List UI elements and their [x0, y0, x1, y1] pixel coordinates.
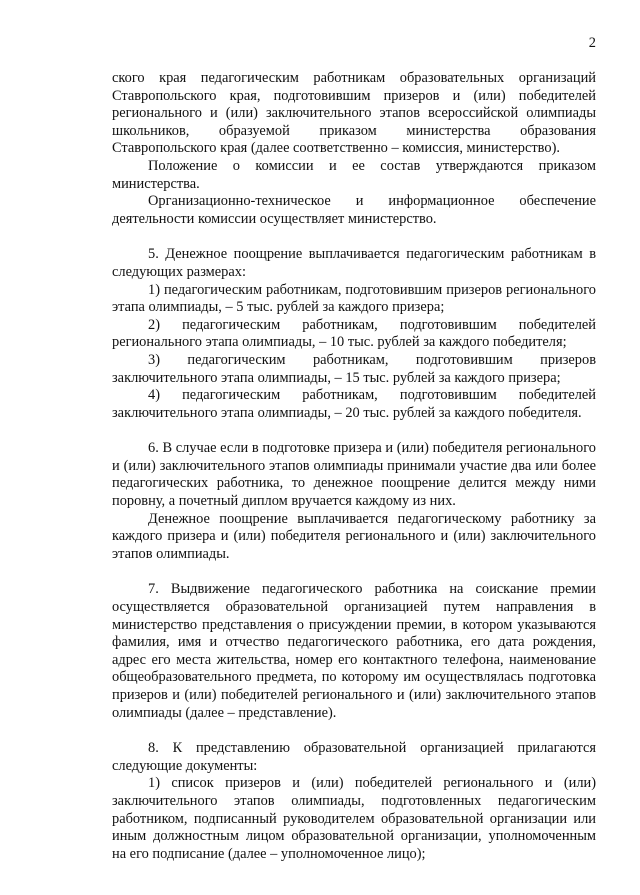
paragraph-commission-statute: Положение о комиссии и ее состав утверждаются приказом министерства. [112, 157, 596, 192]
paragraph-item-6-payment: Денежное поощрение выплачивается педагогическому работнику за каждого призера и (или) победителя регионального и (или) заключительного этапов олимпиады. [112, 510, 596, 562]
paragraph-item-5-1: 1) педагогическим работникам, подготовившим призеров регионального этапа олимпиады, – 5 тыс. рублей за каждого призера; [112, 281, 596, 316]
page-number: 2 [588, 35, 596, 51]
paragraph-item-5-2: 2) педагогическим работникам, подготовившим победителей регионального этапа олимпиады, – 10 тыс. рублей за каждого победителя; [112, 316, 596, 351]
paragraph-item-5-3: 3) педагогическим работникам, подготовившим призеров заключительного этапа олимпиады, – 15 тыс. рублей за каждого призера; [112, 351, 596, 386]
paragraph-item-8-1: 1) список призеров и (или) победителей регионального и (или) заключительного этапов олимпиады, подготовленных педагогическим работником, подписанный руководителем образовательной организации или иным должностным лицом образовательной организации, уполномоченным на его подписание (далее – уполномоченное лицо); [112, 775, 596, 862]
paragraph-item-8: 8. К представлению образовательной организацией прилагаются следующие документы: [112, 740, 596, 774]
paragraph-item-5-4: 4) педагогическим работникам, подготовившим победителей заключительного этапа олимпиады, – 20 тыс. рублей за каждого победителя. [112, 387, 596, 421]
paragraph-item-5: 5. Денежное поощрение выплачивается педагогическим работникам в следующих размерах: [112, 246, 596, 280]
paragraph-commission-support: Организационно-техническое и информационное обеспечение деятельности комиссии осуществляет министерство. [112, 193, 596, 227]
paragraph-item-6: 6. В случае если в подготовке призера и (или) победителя регионального и (или) заключительного этапов олимпиады принимали участие два или более педагогических работника, то денежное поощрение делится между ними поровну, а почетный диплом вручается каждому из них. [112, 440, 596, 510]
paragraph-item-7: 7. Выдвижение педагогического работника на соискание премии осуществляется образовательной организацией путем направления в министерство представления о присуждении премии, в котором указываются фамилия, имя и отчество педагогического работника, его дата рождения, адрес его места жительства, номер его контактного телефона, наименование общеобразовательного предмета, по которому им осуществлялась подготовка призеров и (или) победителей регионального и (или) заключительного этапов олимпиады (далее – представление). [112, 581, 596, 721]
paragraph-commission-intro: ского края педагогическим работникам образовательных организаций Ставропольского края, подготовившим призеров и (или) победителей регионального и (или) заключительного этапов всероссийской олимпиады школьников, образуемой приказом министерства образования Ставропольского края (далее соответственно – комиссия, министерство). [112, 70, 596, 157]
